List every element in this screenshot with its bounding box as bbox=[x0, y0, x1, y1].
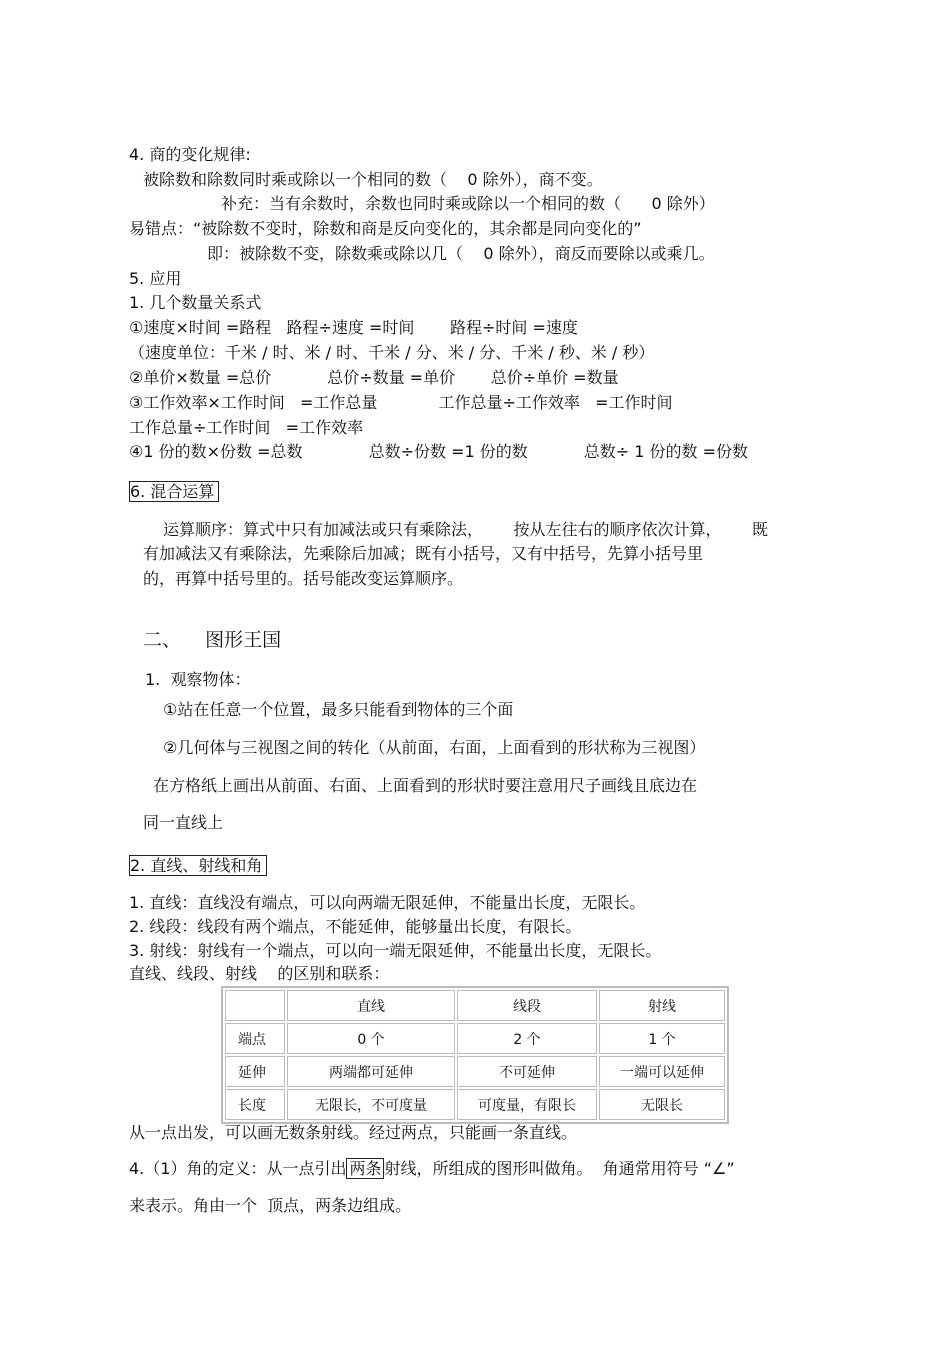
table-cell: 无限长，不可度量 bbox=[287, 1089, 455, 1120]
subheading-relations: 1. 几个数量关系式 bbox=[129, 293, 262, 312]
table-row bbox=[225, 1089, 725, 1120]
heading-box: 6. 混合运算 bbox=[129, 481, 219, 502]
header-cell bbox=[225, 990, 285, 1021]
table-cell: 两端都可延伸 bbox=[287, 1056, 455, 1087]
header-cell: 直线 bbox=[287, 990, 455, 1021]
subheading-observe: 1. 观察物体： bbox=[145, 670, 251, 689]
table-cell: 0 个 bbox=[287, 1023, 455, 1054]
heading-quotient-rule: 4. 商的变化规律: bbox=[129, 145, 251, 164]
text-span: 4.（1）角的定义：从一点引出 bbox=[129, 1159, 347, 1178]
table-cell: 不可延伸 bbox=[457, 1056, 597, 1087]
text-line: 的，再算中括号里的。括号能改变运算顺序。 bbox=[143, 569, 464, 588]
text-line: ①站在任意一个位置，最多只能看到物体的三个面 bbox=[163, 700, 514, 719]
formula-line: 工作总量÷工作时间 =工作效率 bbox=[129, 418, 364, 437]
formula-line: ③工作效率×工作时间 =工作总量 工作总量÷工作效率 =工作时间 bbox=[129, 393, 673, 412]
text-line: 被除数和除数同时乘或除以一个相同的数（ 0 除外），商不变。 bbox=[143, 170, 603, 189]
heading-box: 2. 直线、射线和角 bbox=[129, 855, 267, 876]
formula-line: ②单价×数量 =总价 总价÷数量 =单价 总价÷单价 =数量 bbox=[129, 368, 619, 387]
text-line: 运算顺序：算式中只有加减法或只有乘除法， 按从左往右的顺序依次计算， 既 bbox=[163, 520, 769, 539]
text-line: 3. 射线：射线有一个端点，可以向一端无限延伸，不能量出长度，无限长。 bbox=[129, 941, 662, 960]
row-label: 长度 bbox=[225, 1089, 285, 1120]
text-line: 1. 直线：直线没有端点，可以向两端无限延伸，不能量出长度，无限长。 bbox=[129, 893, 646, 912]
table-cell: 可度量，有限长 bbox=[457, 1089, 597, 1120]
header-cell: 射线 bbox=[599, 990, 725, 1021]
table-cell: 无限长 bbox=[599, 1089, 725, 1120]
table-cell: 2 个 bbox=[457, 1023, 597, 1054]
heading-lines-rays-angles bbox=[129, 856, 267, 876]
heading-shapes: 二、 图形王国 bbox=[143, 629, 282, 651]
text-line: 易错点：“被除数不变时，除数和商是反向变化的，其余都是同向变化的” bbox=[129, 219, 642, 238]
text-line: 从一点出发，可以画无数条射线。经过两点，只能画一条直线。 bbox=[129, 1123, 578, 1142]
boxed-word: 两条 bbox=[346, 1158, 384, 1179]
table-header-row bbox=[225, 990, 725, 1021]
table-cell: 1 个 bbox=[599, 1023, 725, 1054]
heading-application: 5. 应用 bbox=[129, 269, 182, 288]
angle-definition bbox=[129, 1159, 735, 1179]
text-line: 同一直线上 bbox=[143, 813, 224, 832]
text-line: 在方格纸上画出从前面、右面、上面看到的形状时要注意用尺子画线且底边在 bbox=[153, 776, 698, 795]
table-row bbox=[225, 1023, 725, 1054]
text-line: ②几何体与三视图之间的转化（从前面，右面，上面看到的形状称为三视图） bbox=[163, 738, 706, 757]
text-span: 射线，所组成的图形叫做角。 角通常用符号 “∠” bbox=[384, 1159, 735, 1178]
text-line: 来表示。角由一个 顶点，两条边组成。 bbox=[129, 1196, 412, 1215]
header-cell: 线段 bbox=[457, 990, 597, 1021]
row-label: 延伸 bbox=[225, 1056, 285, 1087]
comparison-table bbox=[221, 986, 729, 1124]
heading-mixed-operations bbox=[129, 482, 219, 502]
table-caption: 直线、线段、射线 的区别和联系： bbox=[129, 964, 390, 983]
formula-line: ④1 份的数×份数 =总数 总数÷份数 =1 份的数 总数÷ 1 份的数 =份数 bbox=[129, 442, 748, 461]
text-line: 即：被除数不变，除数乘或除以几（ 0 除外），商反而要除以或乘几。 bbox=[207, 244, 715, 263]
row-label: 端点 bbox=[225, 1023, 285, 1054]
text-line: 2. 线段：线段有两个端点，不能延伸，能够量出长度，有限长。 bbox=[129, 917, 582, 936]
table-cell: 一端可以延伸 bbox=[599, 1056, 725, 1087]
table-row bbox=[225, 1056, 725, 1087]
text-line: 有加减法又有乘除法，先乘除后加减；既有小括号，又有中括号，先算小括号里 bbox=[143, 544, 704, 563]
formula-line: ①速度×时间 =路程 路程÷速度 =时间 路程÷时间 =速度 bbox=[129, 318, 578, 337]
text-line: （速度单位：千米 / 时、米 / 时、千米 / 分、米 / 分、千米 / 秒、米 / 秒） bbox=[129, 343, 655, 362]
text-line: 补充：当有余数时，余数也同时乘或除以一个相同的数（ 0 除外） bbox=[221, 194, 715, 213]
